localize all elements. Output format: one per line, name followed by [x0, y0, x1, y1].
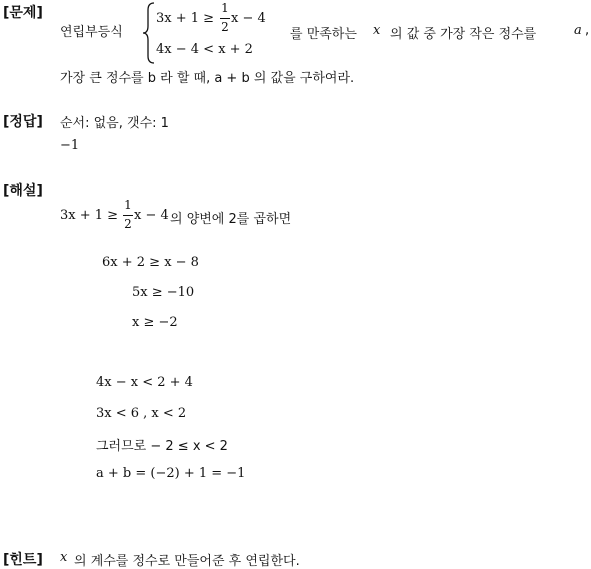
solution-s1-fraction-bar	[123, 215, 133, 216]
problem-comma: ,	[585, 23, 590, 38]
problem-var-x: x	[373, 23, 381, 38]
problem-tag: [문제]	[3, 5, 43, 21]
solution-step-1: 6x + 2 ≥ x − 8	[102, 255, 199, 270]
hint-tag: [힌트]	[3, 552, 43, 568]
solution-step-2: 5x ≥ −10	[132, 285, 195, 300]
solution-step-5: 3x < 6 , x < 2	[96, 406, 187, 421]
system-brace	[142, 2, 156, 64]
solution-step-7: a + b = (−2) + 1 = −1	[96, 466, 246, 481]
problem-line2: 가장 큰 정수를 b 라 할 때, a + b 의 값을 구하여라.	[60, 71, 355, 86]
system-line1-fraction-bar	[220, 18, 230, 19]
solution-s1-text: 의 양변에 2를 곱하면	[170, 212, 292, 227]
answer-value: −1	[60, 138, 80, 153]
hint-text: 의 계수를 정수로 만들어준 후 연립한다.	[74, 554, 300, 569]
hint-var-x: x	[60, 550, 68, 565]
solution-s1-denominator: 2	[124, 217, 132, 231]
solution-step-6: 그러므로 − 2 ≤ x < 2	[96, 439, 228, 454]
problem-var-a: a	[574, 23, 582, 38]
answer-tag: [정답]	[3, 114, 43, 130]
problem-text-a2: 의 값 중 가장 작은 정수를	[390, 27, 537, 42]
solution-s1-left: 3x + 1 ≥	[60, 208, 119, 223]
solution-step-3: x ≥ −2	[132, 315, 178, 330]
solution-step-4: 4x − x < 2 + 4	[96, 375, 193, 390]
system-line1-left: 3x + 1 ≥	[156, 11, 215, 26]
answer-meta: 순서: 없음, 갯수: 1	[60, 116, 169, 131]
system-line2: 4x − 4 < x + 2	[156, 42, 253, 57]
system-line1-numerator: 1	[221, 1, 229, 15]
problem-intro: 연립부등식	[60, 25, 123, 40]
solution-s1-numerator: 1	[124, 198, 132, 212]
system-line1-right: x − 4	[231, 11, 266, 26]
solution-tag: [해설]	[3, 183, 43, 199]
system-line1-denominator: 2	[221, 20, 229, 34]
problem-text-a1: 를 만족하는	[290, 27, 357, 42]
solution-s1-right: x − 4	[134, 208, 169, 223]
